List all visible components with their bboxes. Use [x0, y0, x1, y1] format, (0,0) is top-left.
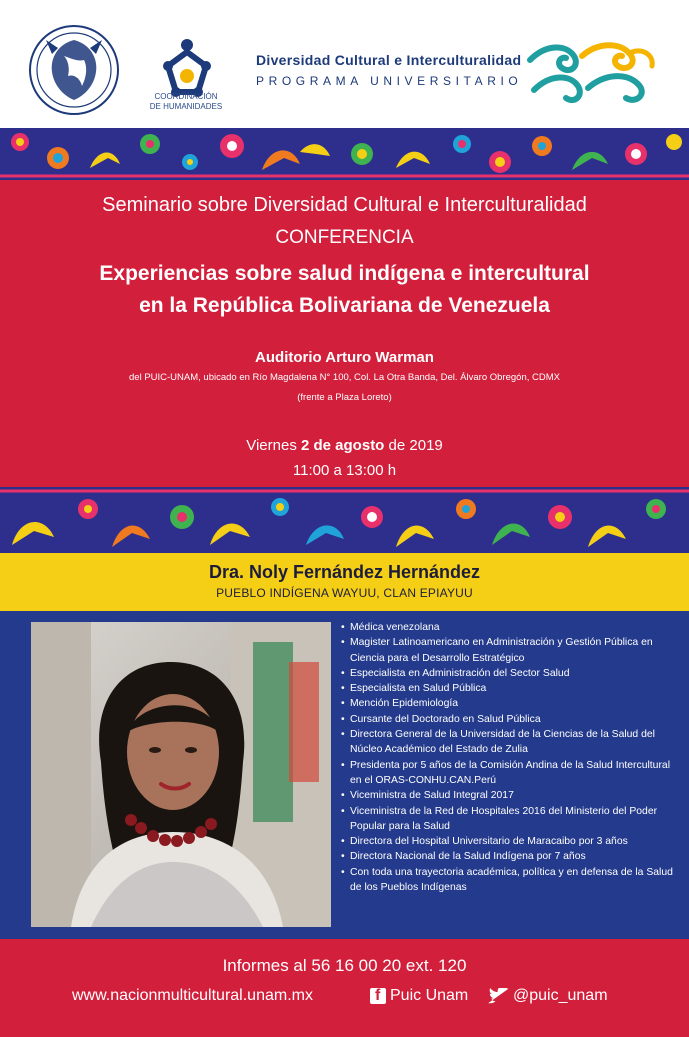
talk-title-line1: Experiencias sobre salud indígena e intercultural: [99, 262, 590, 285]
event-time: 11:00 a 13:00 h: [292, 462, 397, 479]
date-bold: 2 de agosto: [301, 437, 385, 454]
embroidery-pattern-icon: [0, 128, 689, 180]
bio-item: • Mención Epidemiología: [340, 696, 680, 711]
bio-item: • Directora del Hospital Universitario de Maracaibo por 3 años: [340, 834, 680, 849]
bio-item: • Médica venezolana: [340, 620, 680, 635]
bio-panel: [0, 611, 689, 939]
contact-info: Informes al 56 16 00 20 ext. 120: [222, 956, 467, 975]
talk-title: [0, 258, 689, 322]
bio-item: • Viceministra de la Red de Hospitales 2016 del Ministerio del Poder Popular para la Salud: [340, 804, 680, 835]
bio-item: • Directora General de la Universidad de la Ciencias de la Salud del Núcleo Académico del Estado de Zulia: [340, 727, 680, 758]
facebook-link[interactable]: [370, 985, 468, 1007]
coordination-line1: COORDINACIÓN: [154, 92, 218, 101]
speaker-band: [0, 553, 689, 611]
speaker-name: Dra. Noly Fernández Hernández: [208, 562, 481, 582]
bio-item: • Viceministra de Salud Integral 2017: [340, 788, 680, 803]
coordination-line2: DE HUMANIDADES: [149, 102, 223, 111]
venue-address-note: (frente a Plaza Loreto): [297, 392, 392, 403]
twitter-handle: @puic_unam: [513, 987, 608, 1004]
website-link[interactable]: www.nacionmulticultural.unam.mx: [72, 987, 313, 1004]
event-panel: [0, 180, 689, 487]
talk-title-line2: en la República Bolivariana de Venezuela: [139, 294, 550, 317]
program-name: Diversidad Cultural e Interculturalidad: [256, 52, 522, 68]
bio-item: • Con toda una trayectoria académica, política y en defensa de la Salud de los Pueblos Indígenas: [340, 865, 680, 896]
waves-logo-icon: [526, 38, 658, 110]
unam-seal-icon: [28, 24, 120, 116]
event-date: [0, 435, 689, 457]
bio-item: • Magister Latinoamericano en Administración y Gestión Pública en Ciencia para el Desarrollo Estratégico: [340, 635, 680, 666]
date-prefix: Viernes: [246, 437, 301, 454]
embroidery-strip-top: [0, 128, 689, 180]
facebook-icon: f: [370, 988, 386, 1004]
seminar-title: Seminario sobre Diversidad Cultural e Interculturalidad: [102, 194, 587, 216]
twitter-link[interactable]: [488, 985, 608, 1007]
speaker-photo: [31, 622, 331, 927]
facebook-handle: Puic Unam: [390, 987, 469, 1004]
footer: [0, 939, 689, 1037]
program-title: [256, 52, 523, 88]
bio-item: • Cursante del Doctorado en Salud Pública: [340, 712, 680, 727]
program-subtitle: PROGRAMA UNIVERSITARIO: [256, 74, 523, 88]
bio-list: [340, 620, 680, 895]
bio-item: • Presidenta por 5 años de la Comisión Andina de la Salud Intercultural en el ORAS-CONHU.CAN.Perú: [340, 758, 680, 789]
speaker-affiliation: PUEBLO INDÍGENA WAYUU, CLAN EPIAYUU: [216, 586, 473, 600]
bio-item: • Especialista en Administración del Sector Salud: [340, 666, 680, 681]
coordinacion-label: [138, 92, 234, 112]
embroidery-pattern-icon: [0, 487, 689, 553]
event-type: CONFERENCIA: [275, 227, 414, 248]
header: [0, 0, 689, 128]
twitter-bird-icon: [488, 988, 510, 1004]
venue-address: del PUIC-UNAM, ubicado en Río Magdalena N° 100, Col. La Otra Banda, Del. Álvaro Obregón, CDMX: [129, 372, 560, 383]
venue: Auditorio Arturo Warman: [255, 349, 434, 366]
embroidery-strip-middle: [0, 487, 689, 553]
bio-item: • Especialista en Salud Pública: [340, 681, 680, 696]
date-suffix: de 2019: [384, 437, 443, 454]
bio-item: • Directora Nacional de la Salud Indígena por 7 años: [340, 849, 680, 864]
